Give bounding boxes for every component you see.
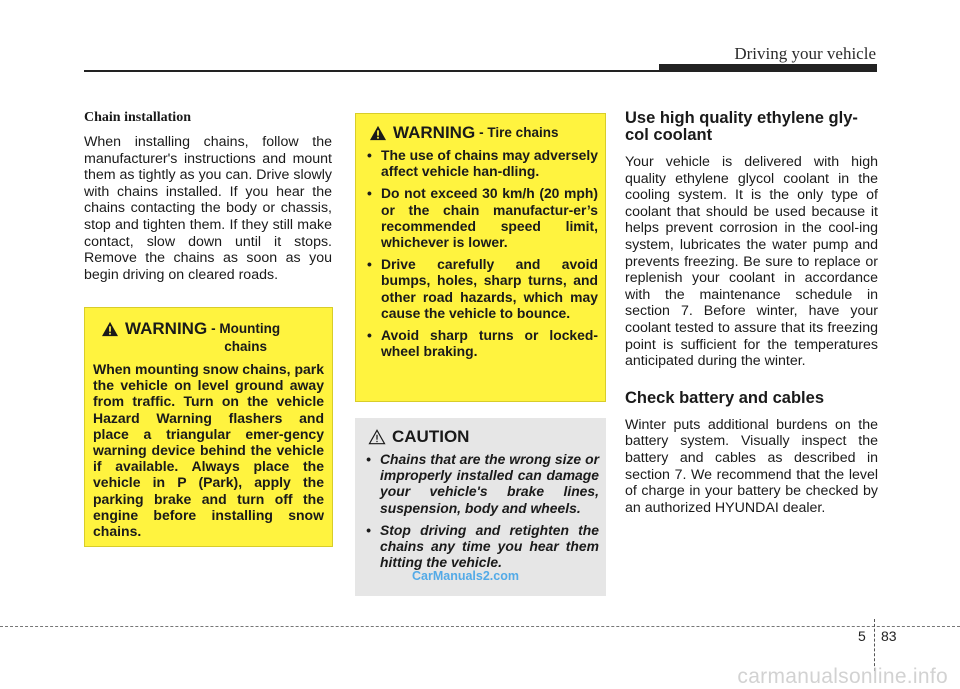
warning-triangle-icon: [101, 321, 119, 337]
header-rule-accent: [659, 64, 877, 72]
warning-subtitle: - Tire chains: [479, 125, 559, 140]
page-header-title: Driving your vehicle: [734, 44, 876, 63]
list-item: • Do not exceed 30 km/h (20 mph) or the chain manufactur-er’s recommended speed limit, whichever is lower.: [365, 185, 598, 250]
page-number: 83: [881, 628, 897, 644]
coolant-body: Your vehicle is delivered with high quality ethylene glycol coolant in the cooling system. It is the only type of coolant that should be used because it helps prevent corrosion in the cool-ing system, lubricates the water pump and prevents freezing. Be sure to replace or replenish your coolant in accordance with the maintenance schedule in section 7. Before winter, have your coolant tested to assure that its freezing point is sufficient for the temperatures anticipated during the winter.: [625, 154, 878, 370]
warning-triangle-icon: [369, 125, 387, 141]
battery-heading: Check battery and cables: [625, 388, 824, 407]
watermark-logo: CarManuals2.com: [412, 569, 519, 583]
chain-installation-body: When installing chains, follow the manufacturer's instructions and mount them as tightly as you can. Drive slowly with chains installed. If you hear the chains contacting the body or chassis, stop and tighten them. If they still make contact, slow down until it stops. Remove the chains as soon as you begin driving on cleared roads.: [84, 134, 332, 283]
page-number-divider: [874, 619, 876, 671]
warning-label: WARNING: [125, 319, 208, 338]
list-item: • Avoid sharp turns or locked-wheel braking.: [365, 327, 598, 359]
right-column: [625, 110, 878, 516]
warning-mounting-header: [93, 320, 324, 356]
section-number: 5: [858, 628, 866, 644]
list-item: • The use of chains may adversely affect vehicle han-dling.: [365, 147, 598, 179]
footer-divider: [0, 626, 960, 627]
battery-body: Winter puts additional burdens on the battery system. Visually inspect the battery and cables as described in section 7. We recommend that the level of charge in your battery be checked by an authorized HYUNDAI dealer.: [625, 416, 878, 516]
warning-label: WARNING: [393, 123, 476, 142]
warning-subtitle-line1: - Mounting: [211, 321, 281, 336]
site-watermark: carmanualsonline.info: [737, 665, 948, 688]
chain-installation-heading: Chain installation: [84, 110, 191, 125]
list-item: • Drive carefully and avoid bumps, holes, sharp turns, and other road hazards, which may cause the vehicle to bounce.: [365, 256, 598, 321]
warning-subtitle-line2: chains: [224, 339, 268, 354]
list-item: • Chains that are the wrong size or improperly installed can damage your vehicle's brake lines, suspension, body and wheels.: [364, 451, 599, 516]
caution-header: [364, 428, 599, 446]
warning-tire-chains-list: [365, 147, 598, 359]
warning-mounting-chains-box: [84, 307, 333, 547]
list-item: • Stop driving and retighten the chains any time you hear them hitting the vehicle.: [364, 522, 599, 571]
warning-tire-chains-box: [355, 113, 606, 402]
chain-installation-section: [84, 110, 332, 283]
caution-list: [364, 451, 599, 570]
caution-label: CAUTION: [392, 427, 470, 446]
coolant-heading: Use high quality ethylene gly-col coolant: [625, 109, 858, 144]
warning-tire-chains-header: [365, 124, 598, 142]
warning-mounting-body: When mounting snow chains, park the vehicle on level ground away from traffic. Turn on the vehicle Hazard Warning flashers and place a triangular emer-gency warning device behind the vehicle if available. Always place the vehicle in P (Park), apply the parking brake and turn off the engine before installing snow chains.: [93, 361, 325, 540]
caution-triangle-icon: [368, 429, 386, 445]
warning-subtitle: [207, 320, 280, 356]
